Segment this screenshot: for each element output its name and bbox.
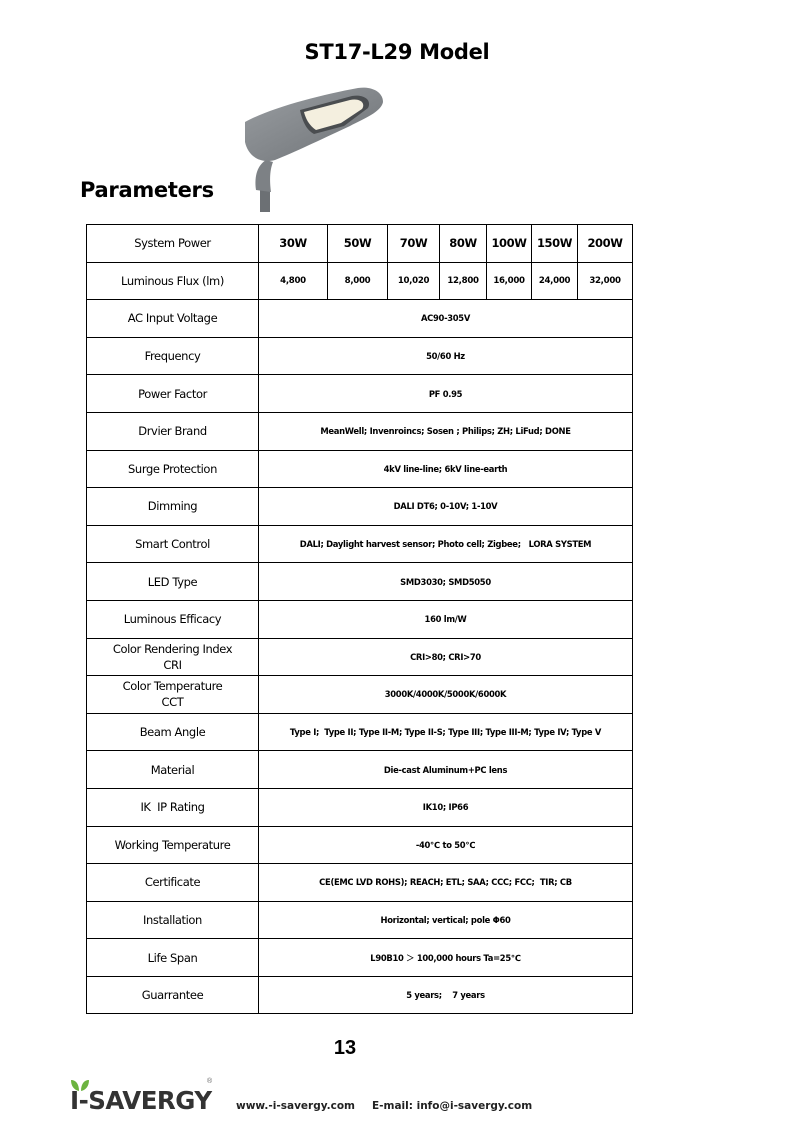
row-value: 50/60 Hz (259, 337, 633, 375)
table-row (87, 713, 633, 751)
power-cell: 200W (578, 225, 633, 263)
row-label: Drvier Brand (87, 412, 259, 450)
row-label (87, 638, 259, 676)
parameters-table (86, 224, 633, 1014)
website-link[interactable]: www.-i-savergy.com (236, 1100, 355, 1112)
row-value: 3000K/4000K/5000K/6000K (259, 676, 633, 714)
table-row (87, 450, 633, 488)
row-label: System Power (87, 225, 259, 263)
row-label: Luminous Flux (lm) (87, 262, 259, 300)
table-row (87, 525, 633, 563)
row-value: 4kV line-line; 6kV line-earth (259, 450, 633, 488)
table-row (87, 864, 633, 902)
row-label: LED Type (87, 563, 259, 601)
row-label: Frequency (87, 337, 259, 375)
table-row (87, 901, 633, 939)
page-number: 13 (333, 1037, 357, 1059)
row-label: Dimming (87, 488, 259, 526)
row-value: Die-cast Aluminum+PC lens (259, 751, 633, 789)
table-row (87, 788, 633, 826)
table-row (87, 826, 633, 864)
flux-cell: 24,000 (532, 262, 578, 300)
row-label: Beam Angle (87, 713, 259, 751)
table-row (87, 600, 633, 638)
brand-logo (70, 1078, 220, 1118)
row-label: Working Temperature (87, 826, 259, 864)
table-row-luminous-flux (87, 262, 633, 300)
table-row (87, 300, 633, 338)
row-label: Luminous Efficacy (87, 600, 259, 638)
table-row (87, 751, 633, 789)
brand-name: I-SAVERGY (70, 1086, 212, 1115)
power-cell: 80W (440, 225, 487, 263)
row-value: AC90-305V (259, 300, 633, 338)
row-value: CE(EMC LVD ROHS); REACH; ETL; SAA; CCC; FCC; TIR; CB (259, 864, 633, 902)
row-label: Guarrantee (87, 976, 259, 1014)
table-row (87, 488, 633, 526)
power-cell: 30W (259, 225, 328, 263)
row-value: IK10; IP66 (259, 788, 633, 826)
row-value: MeanWell; Invenroincs; Sosen ; Philips; ZH; LiFud; DONE (259, 412, 633, 450)
row-label: Power Factor (87, 375, 259, 413)
flux-cell: 8,000 (328, 262, 388, 300)
table-row (87, 638, 633, 676)
power-cell: 150W (532, 225, 578, 263)
row-value: CRI>80; CRI>70 (259, 638, 633, 676)
registered-mark: ® (207, 1078, 213, 1085)
row-label-line2: CRI (163, 657, 182, 672)
row-value: Type I; Type II; Type II-M; Type II-S; Type III; Type III-M; Type IV; Type V (259, 713, 633, 751)
flux-cell: 10,020 (388, 262, 440, 300)
table-row (87, 976, 633, 1014)
flux-cell: 32,000 (578, 262, 633, 300)
row-label-line1: Color Temperature (122, 679, 223, 694)
row-value: Horizontal; vertical; pole Φ60 (259, 901, 633, 939)
table-row (87, 412, 633, 450)
power-cell: 70W (388, 225, 440, 263)
flux-cell: 16,000 (487, 262, 532, 300)
row-value: PF 0.95 (259, 375, 633, 413)
flux-cell: 12,800 (440, 262, 487, 300)
document-title: ST17-L29 Model (304, 40, 490, 64)
row-label: Certificate (87, 864, 259, 902)
row-value: 5 years; 7 years (259, 976, 633, 1014)
section-heading: Parameters (80, 178, 214, 202)
row-label-line2: CCT (161, 695, 184, 710)
table-row (87, 939, 633, 977)
table-row (87, 563, 633, 601)
table-row-system-power (87, 225, 633, 263)
row-value: SMD3030; SMD5050 (259, 563, 633, 601)
flux-cell: 4,800 (259, 262, 328, 300)
row-label: Smart Control (87, 525, 259, 563)
row-value: DALI; Daylight harvest sensor; Photo cell; Zigbee; LORA SYSTEM (259, 525, 633, 563)
email-link[interactable]: E-mail: info@i-savergy.com (372, 1100, 533, 1112)
row-value: 160 lm/W (259, 600, 633, 638)
table-row (87, 375, 633, 413)
power-cell: 50W (328, 225, 388, 263)
power-cell: 100W (487, 225, 532, 263)
table-row (87, 676, 633, 714)
row-value: DALI DT6; 0-10V; 1-10V (259, 488, 633, 526)
row-label (87, 676, 259, 714)
row-label: Surge Protection (87, 450, 259, 488)
row-value: L90B10 ＞ 100,000 hours Ta=25℃ (259, 939, 633, 977)
table-row (87, 337, 633, 375)
street-light-product-image (240, 80, 390, 212)
row-label: Installation (87, 901, 259, 939)
row-value: -40℃ to 50℃ (259, 826, 633, 864)
row-label: Material (87, 751, 259, 789)
row-label: Life Span (87, 939, 259, 977)
row-label-line1: Color Rendering Index (112, 641, 233, 656)
row-label: AC Input Voltage (87, 300, 259, 338)
row-label: IK IP Rating (87, 788, 259, 826)
